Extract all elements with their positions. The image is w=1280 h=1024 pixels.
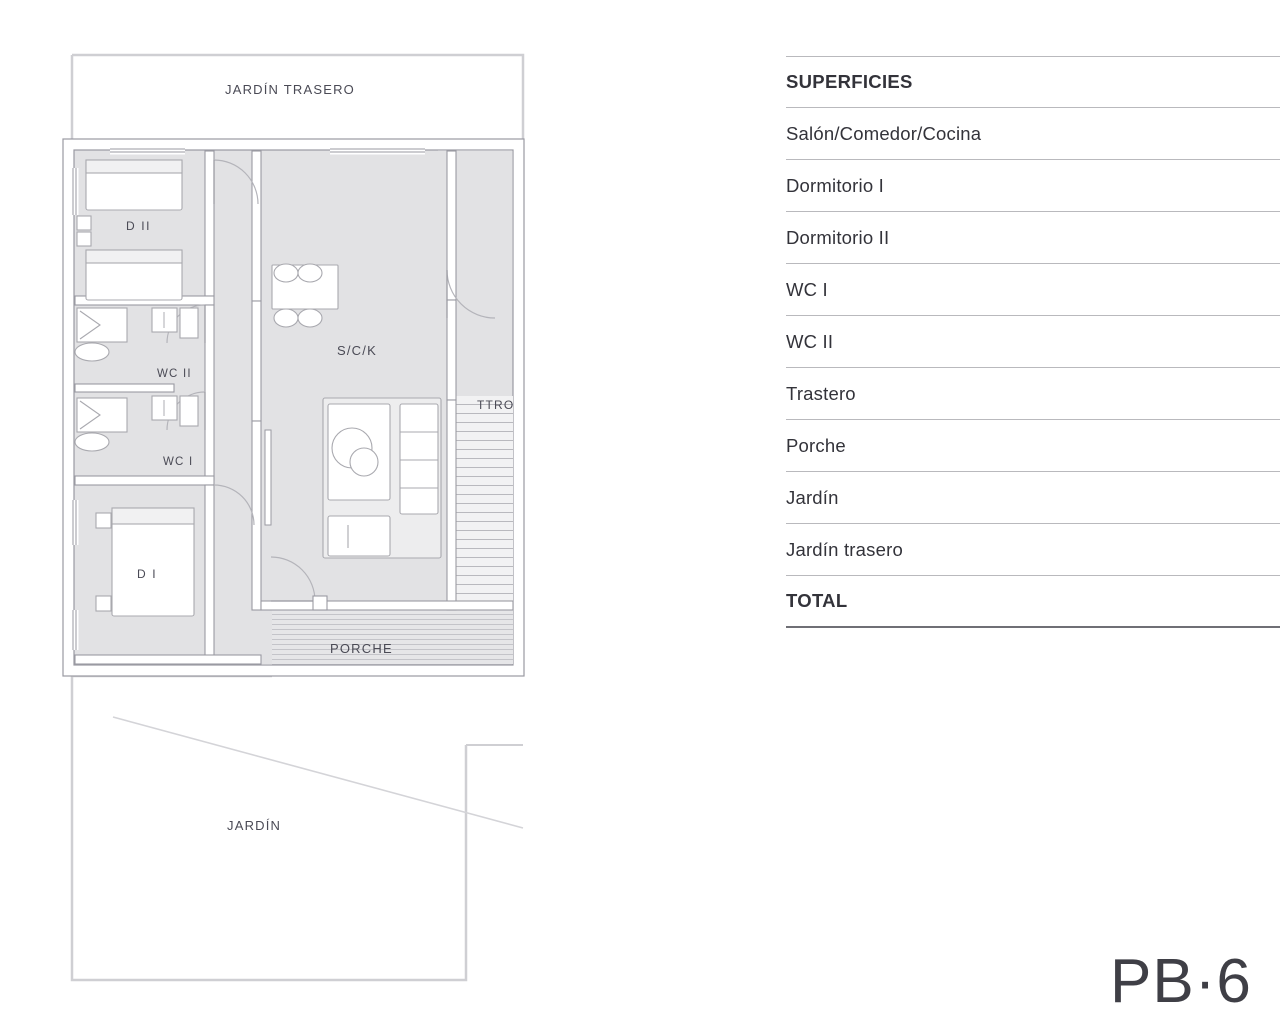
surfaces-row [786, 316, 1280, 368]
surfaces-row-label: Salón/Comedor/Cocina [786, 122, 982, 144]
room-label-wc-2: WC II [157, 368, 192, 380]
surfaces-total-label: TOTAL [786, 590, 848, 611]
surfaces-row-label: Porche [786, 434, 846, 456]
room-label-dormitorio-1: D I [137, 567, 158, 581]
surfaces-row-label: Dormitorio II [786, 226, 890, 248]
room-label-porche: PORCHE [330, 641, 393, 656]
surfaces-row-label: Dormitorio I [786, 174, 884, 196]
room-label-wc-1: WC I [163, 456, 194, 468]
surfaces-total-row [786, 576, 1280, 628]
surfaces-header-row [786, 56, 1280, 108]
surfaces-row [786, 212, 1280, 264]
surfaces-table [786, 56, 1280, 628]
surfaces-row [786, 420, 1280, 472]
surfaces-row-label: Trastero [786, 382, 856, 404]
surfaces-header-label: SUPERFICIES [786, 71, 913, 92]
surfaces-row [786, 160, 1280, 212]
room-label-trastero: TTRO [477, 398, 515, 412]
surfaces-row-label: Jardín [786, 486, 839, 508]
room-label-jardin-trasero: JARDÍN TRASERO [225, 82, 355, 97]
surfaces-row-label: WC I [786, 278, 828, 300]
surfaces-row [786, 524, 1280, 576]
surfaces-row [786, 472, 1280, 524]
surfaces-row [786, 108, 1280, 160]
room-label-dormitorio-2: D II [126, 219, 152, 233]
surfaces-row-label: WC II [786, 330, 834, 352]
room-label-jardin: JARDÍN [227, 818, 282, 833]
surfaces-row [786, 264, 1280, 316]
surfaces-row-label: Jardín trasero [786, 538, 903, 560]
surfaces-row [786, 368, 1280, 420]
plan-code: PB·6 [1110, 947, 1252, 1016]
room-label-salon-comedor-cocina: S/C/K [337, 343, 377, 358]
